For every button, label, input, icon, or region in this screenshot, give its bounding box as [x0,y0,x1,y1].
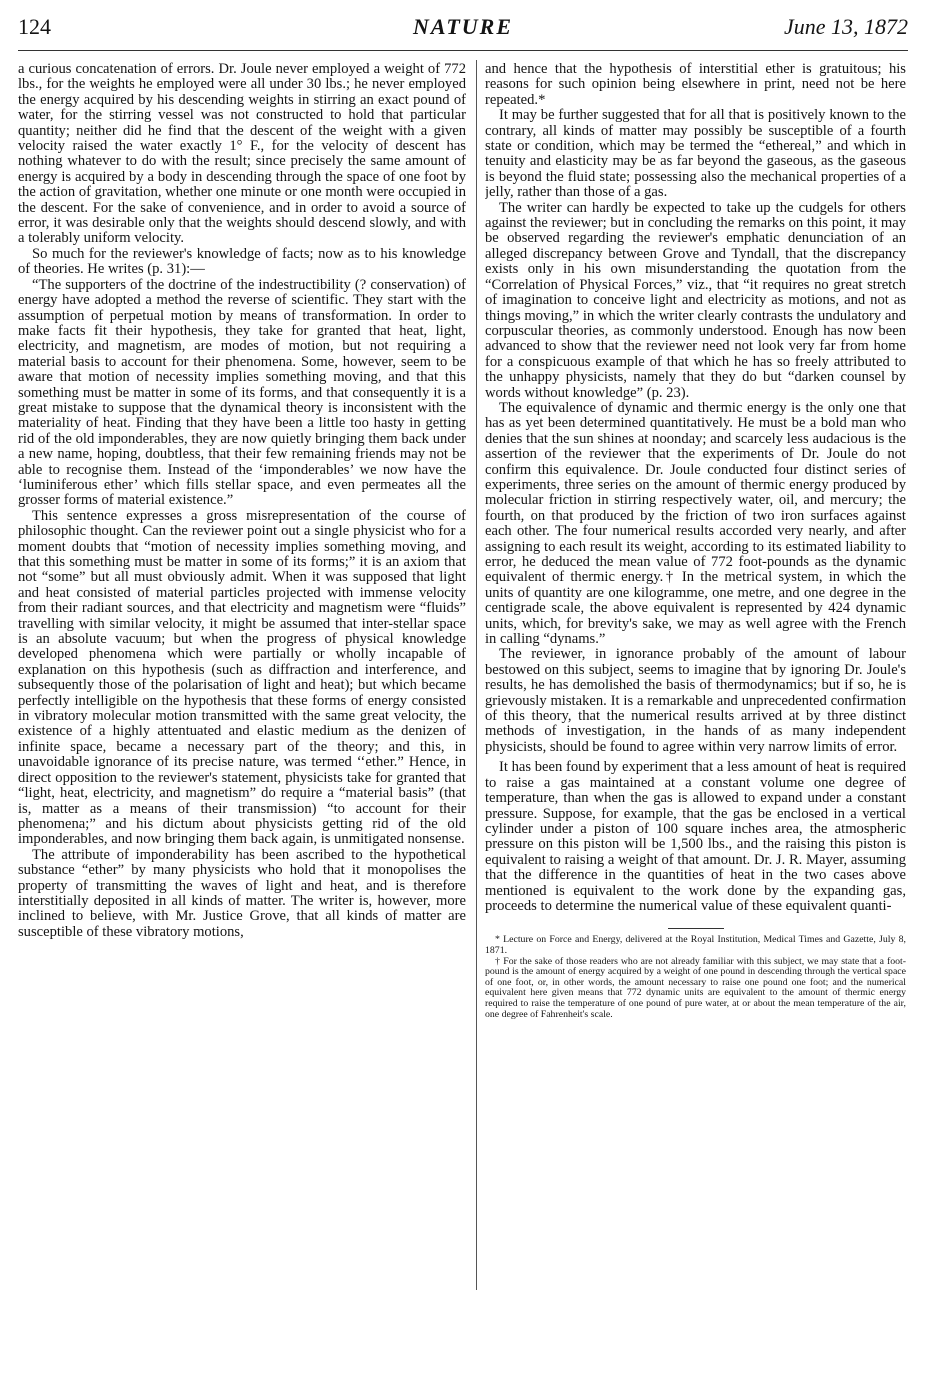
paragraph: and hence that the hypothesis of interstitial ether is gratuitous; his reasons for such opinion being elsewhere in print, need not be here repeated.* [485,62,906,108]
paragraph: The equivalence of dynamic and thermic energy is the only one that has as yet been determined quantitatively. He must be a bold man who denies that the sun shines at noonday; and scarcely less audacious is the assertion of the reviewer that the experiments of Dr. Joule do not confirm this equivalence. Dr. Joule conducted four distinct series of experiments, three series on the amount of thermic energy produced by molecular friction in stirring respectively water, oil, and mercury; the fourth, on that produced by the friction of two iron surfaces against each other. The four numerical results accorded very nearly, and after assigning to each result its weight, according to its estimated liability to error, he deduced the mean value of 772 foot-pounds as the dynamic equivalent of thermic energy.† In the metrical system, in which the units of quantity are one kilogramme, one metre, and one degree in the centigrade scale, the above equivalent is represented by 424 dynamic units, which, for brevity's sake, we may as well agree with the French in calling “dynams.” [485,399,906,648]
block-quote: “The supporters of the doctrine of the indestructibility (? conservation) of energy have adopted a method the reverse of scientific. They start with the assumption of perpetual motion by means of transformation. In order to make facts fit their hypothesis, they take for granted that heat, light, electricity, and magnetism, are modes of motion, but not requiring a material basis to account for their phenomena. Some, however, seem to be aware that motion of necessity implies something moving, and that this something must be matter in some of its forms, and that consequently it is a great mistake to suppose that the dynamical theory is inconsistent with the materiality of heat. Finding that they have been a little too hasty in getting rid of the old imponderables, they are now quietly bringing them back under a new name, hoping, doubtless, that their few remaining friends may not be able to recognise them. Instead of the ‘imponderables’ we now have the ‘luminiferous ether’ which fills stellar space, and even permeates all the grosser forms of material existence.” [18,276,466,509]
paragraph: It may be further suggested that for all that is positively known to the contrary, all kinds of matter may possibly be susceptible of a fourth state or condition, which may be termed the “ethereal,” and which in tenuity and elasticity may be as far beyond the gaseous, as the gaseous is beyond the fluid state; possessing also the mechanical properties of a jelly, rather than those of a gas. [485,107,906,201]
issue-date: June 13, 1872 [783,14,908,39]
column-divider [476,60,477,1290]
paragraph: The attribute of imponderability has been ascribed to the hypothetical substance “ether” by many physicists who hold that it monopolises the property of transmitting the waves of light and heat, and is therefore interstitially deposited in all kinds of matter. The writer is, however, more inclined to believe, with Mr. Justice Grove, that all kinds of matter are susceptible of these vibratory motions, [18,846,466,940]
footnote: * Lecture on Force and Energy, delivered at the Royal Institution, Medical Times and Gazette, July 8, 1871. [485,934,906,956]
paragraph: The reviewer, in ignorance probably of the amount of labour bestowed on this subject, seems to imagine that by ignoring Dr. Joule's results, he has demolished the basis of thermodynamics; but if so, he is grievously mistaken. It is a remarkable and unprecedented confirmation of this theory, that the numerical results arrived at by three distinct methods of investigation, in the hands of as many independent physicists, should be found to agree within very narrow limits of error. [485,646,906,755]
journal-masthead: NATURE [412,14,514,39]
footnote-rule [668,928,724,929]
paragraph: a curious concatenation of errors. Dr. Joule never employed a weight of 772 lbs., for the weights he employed were all under 30 lbs.; he never employed the energy acquired by his descending weights in stirring an exact pound of water, for the stirring vessel was not constructed to hold that particular quantity; neither did he find that the descent of the weight with a given velocity raised the water exactly 1° F., for the velocity of descent has nothing whatever to do with the result; since precisely the same amount of energy is acquired by a body in descending through the space of one foot by the action of gravitation, whether one minute or one month were occupied in the descent. For the sake of convenience, and in order to avoid a source of error, it was desirable only that the weights should descend slowly, and with a tolerably uniform velocity. [18,62,466,247]
left-column [18,62,466,1362]
paragraph: The writer can hardly be expected to take up the cudgels for others against the reviewer; but in concluding the remarks on this point, it may be observed regarding the reviewer's emphatic denunciation of an alleged discrepancy between Grove and Tyndall, that the discrepancy exists only in his own misunderstanding the quotation from the “Correlation of Physical Forces,” viz., that “it requires no great stretch of imagination to conceive light and electricity as motions, and not as things moving,” in which the writer clearly contrasts the undulatory and corpuscular theories, as commonly understood. Enough has now been advanced to show that the reviewer need not look very far from home for a conspicuous example of that which he has so freely attributed to the unhappy physicists, namely that they do but “darken counsel by words without knowledge” (p. 23). [485,199,906,401]
footnote: † For the sake of those readers who are not already familiar with this subject, we may state that a foot-pound is the amount of energy acquired by a weight of one pound in descending through the vertical space of one foot, or, in other words, the amount necessary to raise one pound one foot; and the numerical equivalent here given means that 772 dynamic units are equivalent to the amount of thermic energy required to raise the temperature of one pound of pure water, at or about the mean temperature of the air, one degree of Fahrenheit's scale. [485,955,906,1020]
page-number: 124 [18,14,51,39]
right-column [485,62,906,1362]
paragraph: This sentence expresses a gross misrepresentation of the course of philosophic thought. Can the reviewer point out a single physicist who for a moment doubts that “motion of necessity implies something moving, and that this something must be matter in some of its forms;” it is an axiom that not “some” but all must obviously admit. When it was supposed that light and heat consisted of material particles projected with immense velocity from their radiant sources, and that electricity and magnetism were “fluids” travelling with similar velocity, it might be assumed that inter-stellar space is an absolute vacuum; but when the progress of physical knowledge developed phenomena which were partially or wholly incapable of explanation on this hypothesis (such as diffraction and interference, and subsequently those of the polarisation of light and heat); but which became perfectly intelligible on the hypothesis that these forms of energy consisted in vibratory molecular motion transmitted with the same great velocity, the existence of a highly attentuated and elastic medium as the denizen of infinite space, became a necessary part of the theory; and this, in unavoidable ignorance of its precise nature, was termed ‘‘ether.” Hence, in direct opposition to the reviewer's statement, physicists take for granted that “light, heat, electricity, and magnetism” do require a “material basis” (that is, matter as a means of their transmission) “to account for their phenomena;” and his dictum about physicists getting rid of the old imponderables, and now bringing them back again, is unmitigated nonsense. [18,507,466,848]
page-header [18,14,908,44]
header-rule [18,50,908,51]
paragraph: So much for the reviewer's knowledge of facts; now as to his knowledge of theories. He writes (p. 31):— [18,245,466,278]
paragraph: It has been found by experiment that a less amount of heat is required to raise a gas maintained at a constant volume one degree of temperature, than when the gas is allowed to expand under a constant pressure. Suppose, for example, that the gas be enclosed in a vertical cylinder under a piston of 100 square inches area, the atmospheric pressure on this piston will be 1,500 lbs., and the raising this piston is equivalent to raising a weight of that amount. Dr. J. R. Mayer, assuming that the difference in the quantities of heat in the two cases above mentioned is equivalent to the work done by the expanding gas, proceeds to determine the numerical value of these equivalent quanti- [485,759,906,914]
